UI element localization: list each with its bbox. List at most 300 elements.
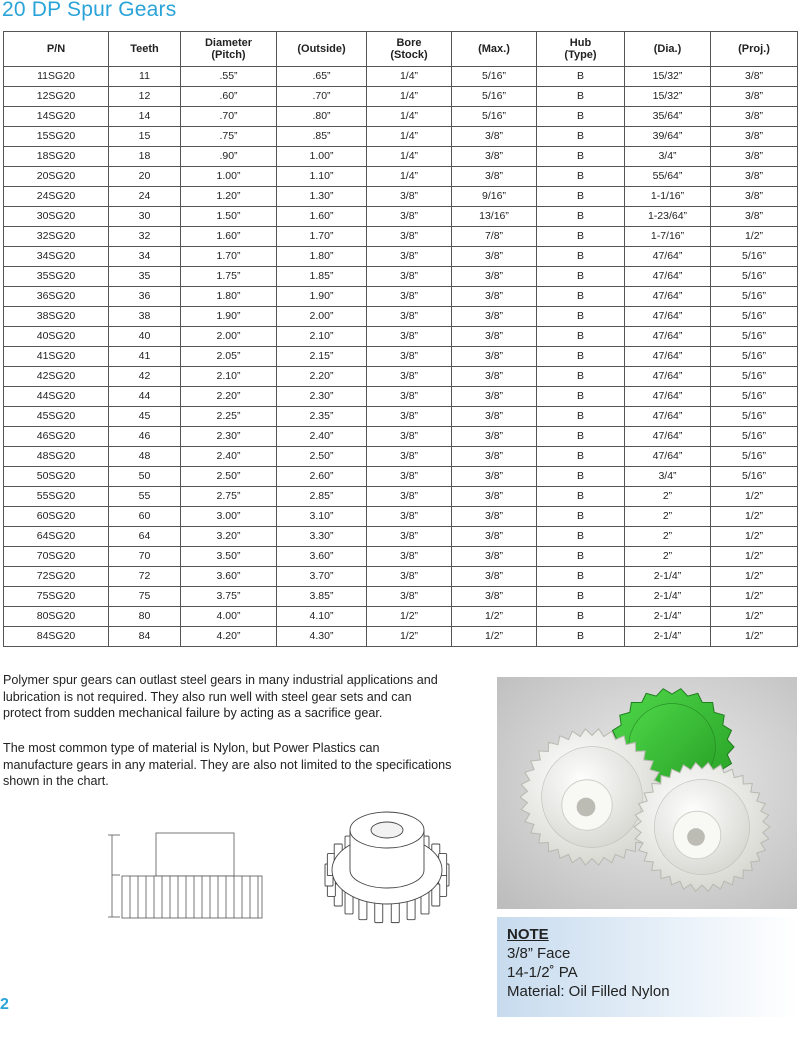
table-cell: 3/8” — [367, 247, 452, 267]
table-cell: 80SG20 — [4, 607, 109, 627]
table-cell: B — [537, 227, 625, 247]
table-cell: 30SG20 — [4, 207, 109, 227]
table-cell: B — [537, 587, 625, 607]
column-header — [109, 32, 181, 67]
table-cell: 2-1/4” — [625, 587, 711, 607]
table-cell: 3.30” — [277, 527, 367, 547]
table-cell: 84 — [109, 627, 181, 647]
column-header-line: (Outside) — [297, 43, 346, 55]
table-cell: 3.10” — [277, 507, 367, 527]
table-cell: 35 — [109, 267, 181, 287]
column-header — [452, 32, 537, 67]
table-cell: 3/8” — [711, 167, 798, 187]
table-cell: 11SG20 — [4, 67, 109, 87]
column-header-line: Diameter — [204, 37, 253, 49]
table-cell: 3/8” — [452, 487, 537, 507]
table-cell: 44 — [109, 387, 181, 407]
table-cell: 47/64” — [625, 387, 711, 407]
table-row — [4, 367, 798, 387]
table-cell: 3/8” — [452, 467, 537, 487]
table-cell: 42 — [109, 367, 181, 387]
table-row — [4, 547, 798, 567]
table-cell: 36 — [109, 287, 181, 307]
table-row — [4, 87, 798, 107]
table-cell: 42SG20 — [4, 367, 109, 387]
table-row — [4, 187, 798, 207]
column-header-line: (Max.) — [478, 43, 510, 55]
table-cell: 2.10” — [181, 367, 277, 387]
table-cell: 1/4” — [367, 107, 452, 127]
column-header-line: (Stock) — [390, 49, 428, 61]
table-cell: 1/4” — [367, 67, 452, 87]
table-cell: 2.30” — [181, 427, 277, 447]
table-cell: 39/64” — [625, 127, 711, 147]
table-cell: 15/32” — [625, 87, 711, 107]
table-cell: 15SG20 — [4, 127, 109, 147]
table-cell: 46SG20 — [4, 427, 109, 447]
table-cell: 84SG20 — [4, 627, 109, 647]
table-cell: 15/32” — [625, 67, 711, 87]
table-cell: 4.10” — [277, 607, 367, 627]
column-header — [181, 32, 277, 67]
table-cell: 2.60” — [277, 467, 367, 487]
table-cell: 60SG20 — [4, 507, 109, 527]
table-cell: 1/2” — [711, 567, 798, 587]
table-cell: 3/8” — [367, 287, 452, 307]
table-cell: B — [537, 187, 625, 207]
isometric-gear-icon — [312, 808, 462, 933]
table-cell: 34 — [109, 247, 181, 267]
table-cell: 2” — [625, 547, 711, 567]
table-cell: 3.20” — [181, 527, 277, 547]
page-number: 2 — [0, 996, 9, 1013]
gear-photo — [497, 677, 797, 909]
table-cell: 5/16” — [711, 287, 798, 307]
table-header-row — [4, 32, 798, 67]
table-cell: 3/8” — [367, 227, 452, 247]
column-header — [277, 32, 367, 67]
table-cell: 47/64” — [625, 447, 711, 467]
table-cell: B — [537, 607, 625, 627]
table-cell: 3/8” — [711, 207, 798, 227]
column-header-line: (Pitch) — [211, 49, 246, 61]
table-cell: 18SG20 — [4, 147, 109, 167]
table-cell: 4.00” — [181, 607, 277, 627]
table-cell: 2.05” — [181, 347, 277, 367]
table-row — [4, 227, 798, 247]
table-cell: 1.00” — [181, 167, 277, 187]
table-body — [4, 67, 798, 647]
table-cell: 2.15” — [277, 347, 367, 367]
table-cell: 34SG20 — [4, 247, 109, 267]
table-cell: 2.00” — [277, 307, 367, 327]
table-cell: 20SG20 — [4, 167, 109, 187]
table-cell: 3/8” — [367, 367, 452, 387]
table-cell: 36SG20 — [4, 287, 109, 307]
table-cell: .65” — [277, 67, 367, 87]
table-cell: 3/8” — [452, 527, 537, 547]
table-cell: 3/8” — [452, 167, 537, 187]
table-cell: 1.90” — [277, 287, 367, 307]
table-cell: 1.85” — [277, 267, 367, 287]
table-row — [4, 567, 798, 587]
table-cell: B — [537, 107, 625, 127]
table-cell: B — [537, 627, 625, 647]
table-cell: 3/8” — [452, 447, 537, 467]
table-cell: 3/8” — [367, 307, 452, 327]
table-cell: 32SG20 — [4, 227, 109, 247]
table-cell: 5/16” — [711, 307, 798, 327]
table-row — [4, 307, 798, 327]
table-cell: 64SG20 — [4, 527, 109, 547]
table-cell: 3/8” — [711, 107, 798, 127]
table-cell: 3/8” — [367, 547, 452, 567]
table-cell: 2-1/4” — [625, 607, 711, 627]
table-cell: B — [537, 87, 625, 107]
table-cell: 5/16” — [452, 67, 537, 87]
table-cell: 3/8” — [367, 427, 452, 447]
table-cell: 3/8” — [452, 427, 537, 447]
table-cell: 3/8” — [367, 507, 452, 527]
table-cell: .55” — [181, 67, 277, 87]
table-cell: 38SG20 — [4, 307, 109, 327]
table-cell: 1.00” — [277, 147, 367, 167]
table-cell: 1.60” — [277, 207, 367, 227]
table-cell: 3/8” — [711, 67, 798, 87]
table-cell: 3/8” — [367, 267, 452, 287]
table-cell: 12SG20 — [4, 87, 109, 107]
table-cell: 47/64” — [625, 347, 711, 367]
table-cell: B — [537, 447, 625, 467]
table-cell: 5/16” — [711, 407, 798, 427]
table-cell: 1-23/64” — [625, 207, 711, 227]
column-header — [4, 32, 109, 67]
table-cell: 5/16” — [452, 87, 537, 107]
table-cell: 5/16” — [711, 467, 798, 487]
table-cell: 48SG20 — [4, 447, 109, 467]
table-cell: 3/8” — [367, 527, 452, 547]
table-cell: 3/8” — [452, 147, 537, 167]
table-cell: 3/8” — [452, 407, 537, 427]
table-cell: 3/8” — [367, 447, 452, 467]
table-cell: .85” — [277, 127, 367, 147]
table-cell: 35SG20 — [4, 267, 109, 287]
table-cell: 5/16” — [711, 387, 798, 407]
table-cell: 1.70” — [181, 247, 277, 267]
table-cell: 75 — [109, 587, 181, 607]
table-cell: B — [537, 347, 625, 367]
table-cell: 2” — [625, 507, 711, 527]
table-cell: 47/64” — [625, 427, 711, 447]
table-cell: 5/16” — [711, 367, 798, 387]
table-cell: 2.85” — [277, 487, 367, 507]
table-cell: 72 — [109, 567, 181, 587]
table-cell: .80” — [277, 107, 367, 127]
table-cell: 2.20” — [277, 367, 367, 387]
table-cell: 3.00” — [181, 507, 277, 527]
gear-photo-icon — [497, 677, 797, 909]
table-cell: 1.80” — [181, 287, 277, 307]
table-cell: 48 — [109, 447, 181, 467]
table-cell: 47/64” — [625, 407, 711, 427]
column-header — [367, 32, 452, 67]
table-cell: B — [537, 147, 625, 167]
table-cell: .70” — [181, 107, 277, 127]
table-cell: 1.20” — [181, 187, 277, 207]
table-cell: B — [537, 387, 625, 407]
table-row — [4, 167, 798, 187]
table-cell: B — [537, 167, 625, 187]
table-cell: 3/8” — [367, 587, 452, 607]
table-cell: 24SG20 — [4, 187, 109, 207]
table-row — [4, 147, 798, 167]
table-cell: 3/8” — [452, 547, 537, 567]
table-row — [4, 207, 798, 227]
table-cell: 24 — [109, 187, 181, 207]
table-cell: 3.85” — [277, 587, 367, 607]
table-cell: 47/64” — [625, 327, 711, 347]
table-cell: 1/2” — [711, 227, 798, 247]
column-header-line: Hub — [569, 37, 592, 49]
table-cell: 2.20” — [181, 387, 277, 407]
table-cell: 3/8” — [452, 367, 537, 387]
table-cell: B — [537, 367, 625, 387]
table-row — [4, 67, 798, 87]
table-cell: 1.70” — [277, 227, 367, 247]
table-cell: 1.50” — [181, 207, 277, 227]
table-cell: 1/2” — [452, 607, 537, 627]
table-cell: 2.00” — [181, 327, 277, 347]
column-header-line: (Dia.) — [653, 43, 682, 55]
table-cell: 3/4” — [625, 467, 711, 487]
table-cell: 35/64” — [625, 107, 711, 127]
table-cell: 3/4” — [625, 147, 711, 167]
table-cell: 20 — [109, 167, 181, 187]
table-cell: 75SG20 — [4, 587, 109, 607]
table-cell: B — [537, 567, 625, 587]
table-row — [4, 347, 798, 367]
table-cell: 55 — [109, 487, 181, 507]
table-cell: 12 — [109, 87, 181, 107]
table-cell: 3/8” — [711, 147, 798, 167]
table-cell: 1/2” — [711, 627, 798, 647]
table-cell: 4.30” — [277, 627, 367, 647]
gear-side-view-drawing — [100, 825, 265, 925]
table-cell: 1/4” — [367, 127, 452, 147]
table-cell: 3/8” — [452, 307, 537, 327]
table-cell: 1/4” — [367, 167, 452, 187]
table-cell: 2.50” — [181, 467, 277, 487]
table-cell: 64 — [109, 527, 181, 547]
table-cell: 9/16” — [452, 187, 537, 207]
column-header-line: (Proj.) — [738, 43, 770, 55]
table-cell: 3/8” — [452, 127, 537, 147]
table-cell: 2.25” — [181, 407, 277, 427]
table-cell: 1.10” — [277, 167, 367, 187]
table-cell: 3/8” — [367, 407, 452, 427]
table-row — [4, 387, 798, 407]
table-cell: 3/8” — [452, 587, 537, 607]
table-cell: B — [537, 427, 625, 447]
table-cell: 3/8” — [367, 347, 452, 367]
table-cell: 1.60” — [181, 227, 277, 247]
table-cell: 1/2” — [711, 507, 798, 527]
table-cell: 1.75” — [181, 267, 277, 287]
side-view-icon — [100, 825, 265, 925]
table-cell: 11 — [109, 67, 181, 87]
table-row — [4, 267, 798, 287]
table-cell: 2.10” — [277, 327, 367, 347]
table-cell: 1/2” — [452, 627, 537, 647]
page-title: 20 DP Spur Gears — [2, 0, 177, 21]
table-cell: B — [537, 287, 625, 307]
table-cell: 7/8” — [452, 227, 537, 247]
gear-isometric-drawing — [312, 808, 462, 933]
table-cell: B — [537, 207, 625, 227]
table-cell: 3.70” — [277, 567, 367, 587]
table-cell: 14 — [109, 107, 181, 127]
table-cell: 1/2” — [711, 607, 798, 627]
column-header-line: (Type) — [564, 49, 597, 61]
column-header-line: Bore — [396, 37, 422, 49]
table-cell: 3/8” — [367, 567, 452, 587]
table-cell: 1.30” — [277, 187, 367, 207]
table-cell: 47/64” — [625, 367, 711, 387]
table-cell: 18 — [109, 147, 181, 167]
table-cell: 5/16” — [711, 347, 798, 367]
table-row — [4, 607, 798, 627]
table-cell: 1/4” — [367, 87, 452, 107]
table-cell: 2.40” — [277, 427, 367, 447]
table-cell: 47/64” — [625, 267, 711, 287]
table-row — [4, 287, 798, 307]
table-cell: B — [537, 527, 625, 547]
note-line-pressure-angle: 14-1/2˚ PA — [507, 964, 578, 981]
table-row — [4, 247, 798, 267]
table-cell: B — [537, 247, 625, 267]
table-cell: 13/16” — [452, 207, 537, 227]
table-cell: B — [537, 127, 625, 147]
table-cell: 45 — [109, 407, 181, 427]
column-header-line: P/N — [46, 43, 66, 55]
table-cell: 2-1/4” — [625, 627, 711, 647]
table-cell: 70SG20 — [4, 547, 109, 567]
table-cell: 3/8” — [711, 127, 798, 147]
table-cell: 40 — [109, 327, 181, 347]
table-cell: 1/2” — [711, 527, 798, 547]
table-cell: .70” — [277, 87, 367, 107]
table-cell: 14SG20 — [4, 107, 109, 127]
table-cell: 1/2” — [367, 607, 452, 627]
note-box — [497, 917, 797, 1017]
table-cell: 72SG20 — [4, 567, 109, 587]
table-cell: 5/16” — [711, 427, 798, 447]
table-cell: 1.90” — [181, 307, 277, 327]
table-cell: 47/64” — [625, 247, 711, 267]
table-cell: B — [537, 487, 625, 507]
table-cell: 45SG20 — [4, 407, 109, 427]
table-cell: 1/2” — [367, 627, 452, 647]
table-cell: 15 — [109, 127, 181, 147]
table-cell: 3/8” — [452, 387, 537, 407]
table-cell: 3.60” — [181, 567, 277, 587]
table-cell: 40SG20 — [4, 327, 109, 347]
table-cell: 5/16” — [452, 107, 537, 127]
table-cell: .75” — [181, 127, 277, 147]
table-row — [4, 587, 798, 607]
table-row — [4, 527, 798, 547]
table-cell: 47/64” — [625, 287, 711, 307]
table-row — [4, 467, 798, 487]
table-cell: B — [537, 407, 625, 427]
table-cell: 55SG20 — [4, 487, 109, 507]
table-cell: 5/16” — [711, 267, 798, 287]
table-cell: B — [537, 547, 625, 567]
table-cell: 50 — [109, 467, 181, 487]
table-cell: 1.80” — [277, 247, 367, 267]
table-cell: 3/8” — [711, 87, 798, 107]
table-cell: 2.40” — [181, 447, 277, 467]
table-row — [4, 127, 798, 147]
table-cell: 5/16” — [711, 447, 798, 467]
table-row — [4, 447, 798, 467]
table-cell: 1-7/16” — [625, 227, 711, 247]
table-cell: 30 — [109, 207, 181, 227]
table-cell: 2.30” — [277, 387, 367, 407]
table-cell: 3.60” — [277, 547, 367, 567]
table-cell: 3/8” — [452, 267, 537, 287]
table-cell: 4.20” — [181, 627, 277, 647]
table-cell: 50SG20 — [4, 467, 109, 487]
table-cell: 3/8” — [452, 327, 537, 347]
table-cell: 2” — [625, 487, 711, 507]
table-cell: B — [537, 307, 625, 327]
table-cell: 5/16” — [711, 247, 798, 267]
table-cell: 3/8” — [367, 207, 452, 227]
table-cell: B — [537, 507, 625, 527]
table-cell: 3/8” — [367, 187, 452, 207]
table-cell: .90” — [181, 147, 277, 167]
table-row — [4, 407, 798, 427]
table-cell: 2” — [625, 527, 711, 547]
table-cell: 44SG20 — [4, 387, 109, 407]
table-cell: 3/8” — [367, 327, 452, 347]
table-row — [4, 327, 798, 347]
table-cell: 32 — [109, 227, 181, 247]
table-cell: 3/8” — [367, 487, 452, 507]
column-header — [537, 32, 625, 67]
table-cell: 1/4” — [367, 147, 452, 167]
table-cell: 3.50” — [181, 547, 277, 567]
table-cell: 41 — [109, 347, 181, 367]
note-line-face: 3/8” Face — [507, 945, 571, 962]
spec-table — [3, 31, 798, 647]
table-cell: B — [537, 327, 625, 347]
table-cell: 2.35” — [277, 407, 367, 427]
table-cell: 3/8” — [452, 507, 537, 527]
table-cell: 1/2” — [711, 487, 798, 507]
table-cell: 2.50” — [277, 447, 367, 467]
table-cell: 38 — [109, 307, 181, 327]
table-row — [4, 107, 798, 127]
table-cell: 3/8” — [452, 347, 537, 367]
table-cell: 2.75” — [181, 487, 277, 507]
table-row — [4, 427, 798, 447]
column-header-line: Teeth — [130, 43, 159, 55]
column-header — [711, 32, 798, 67]
table-cell: 80 — [109, 607, 181, 627]
note-line-material: Material: Oil Filled Nylon — [507, 983, 670, 1000]
